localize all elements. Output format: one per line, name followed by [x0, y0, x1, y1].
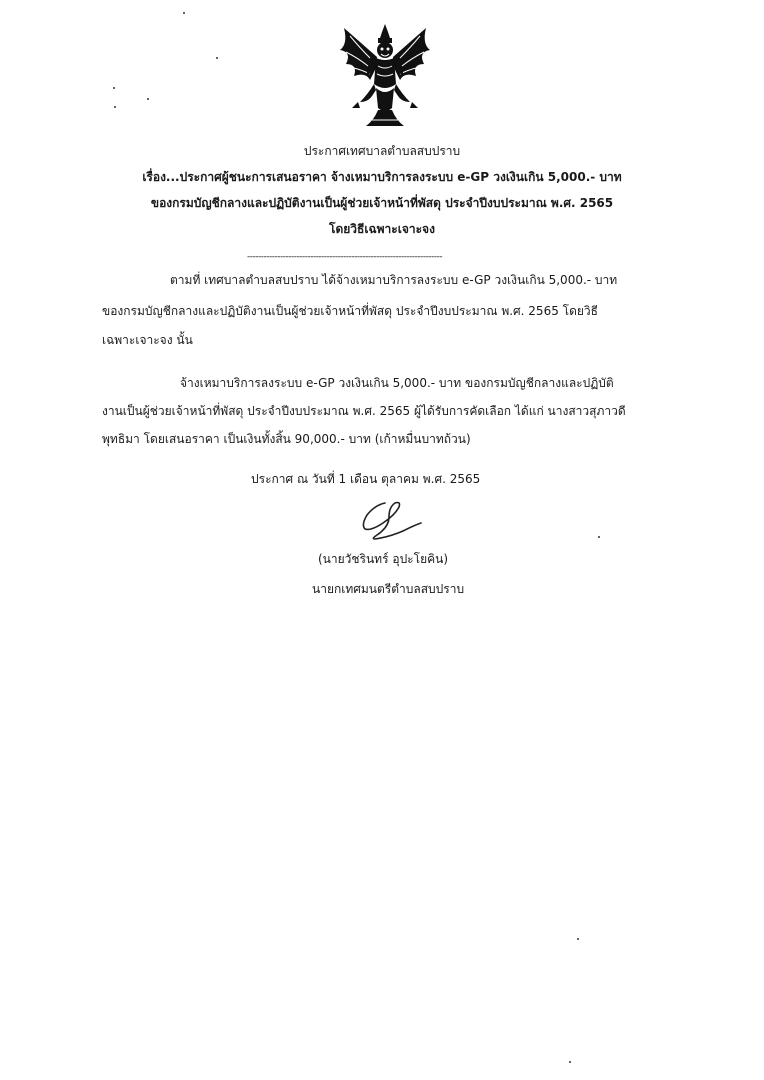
scan-speck	[147, 98, 149, 100]
handwritten-signature-icon	[355, 495, 435, 555]
scan-speck	[114, 106, 116, 108]
scan-speck	[598, 536, 600, 538]
paragraph-2-line-1: จ้างเหมาบริการลงระบบ e-GP วงเงินเกิน 5,000.- บาท ของกรมบัญชีกลางและปฏิบัติ	[180, 376, 614, 390]
divider-line: -----------------------------------------------------------------------	[247, 252, 443, 262]
scan-speck	[113, 87, 115, 89]
paragraph-1-line-1: ตามที่ เทศบาลตำบลสบปราบ ได้จ้างเหมาบริการลงระบบ e-GP วงเงินเกิน 5,000.- บาท	[170, 273, 618, 287]
issuing-organization: ประกาศเทศบาลตำบลสบปราบ	[303, 144, 461, 158]
scan-speck	[183, 12, 185, 14]
scan-speck	[569, 1061, 571, 1063]
subject-line-1: เรื่อง...ประกาศผู้ชนะการเสนอราคา จ้างเหมาบริการลงระบบ e-GP วงเงินเกิน 5,000.- บาท	[142, 170, 622, 184]
paragraph-1-line-3: เฉพาะเจาะจง นั้น	[102, 333, 193, 347]
procurement-method: โดยวิธีเฉพาะเจาะจง	[329, 222, 435, 236]
signer-name: (นายวัชรินทร์ อุปะโยคิน)	[318, 552, 449, 566]
announcement-date: ประกาศ ณ วันที่ 1 เดือน ตุลาคม พ.ศ. 2565	[251, 472, 481, 486]
garuda-emblem-icon	[330, 22, 440, 132]
paragraph-2-line-3: พุทธิมา โดยเสนอราคา เป็นเงินทั้งสิ้น 90,000.- บาท (เก้าหมื่นบาทถ้วน)	[102, 432, 471, 446]
scan-speck	[216, 57, 218, 59]
subject-line-2: ของกรมบัญชีกลางและปฏิบัติงานเป็นผู้ช่วยเจ้าหน้าที่พัสดุ ประจำปีงบประมาณ พ.ศ. 2565	[150, 196, 614, 210]
paragraph-2-line-2: งานเป็นผู้ช่วยเจ้าหน้าที่พัสดุ ประจำปีงบประมาณ พ.ศ. 2565 ผู้ได้รับการคัดเลือก ได้แก่ นางสาวสุภาวดี	[102, 404, 626, 418]
signer-title: นายกเทศมนตรีตำบลสบปราบ	[312, 582, 465, 596]
paragraph-1-line-2: ของกรมบัญชีกลางและปฏิบัติงานเป็นผู้ช่วยเจ้าหน้าที่พัสดุ ประจำปีงบประมาณ พ.ศ. 2565 โดยวิธี	[102, 304, 598, 318]
scan-speck	[577, 938, 579, 940]
